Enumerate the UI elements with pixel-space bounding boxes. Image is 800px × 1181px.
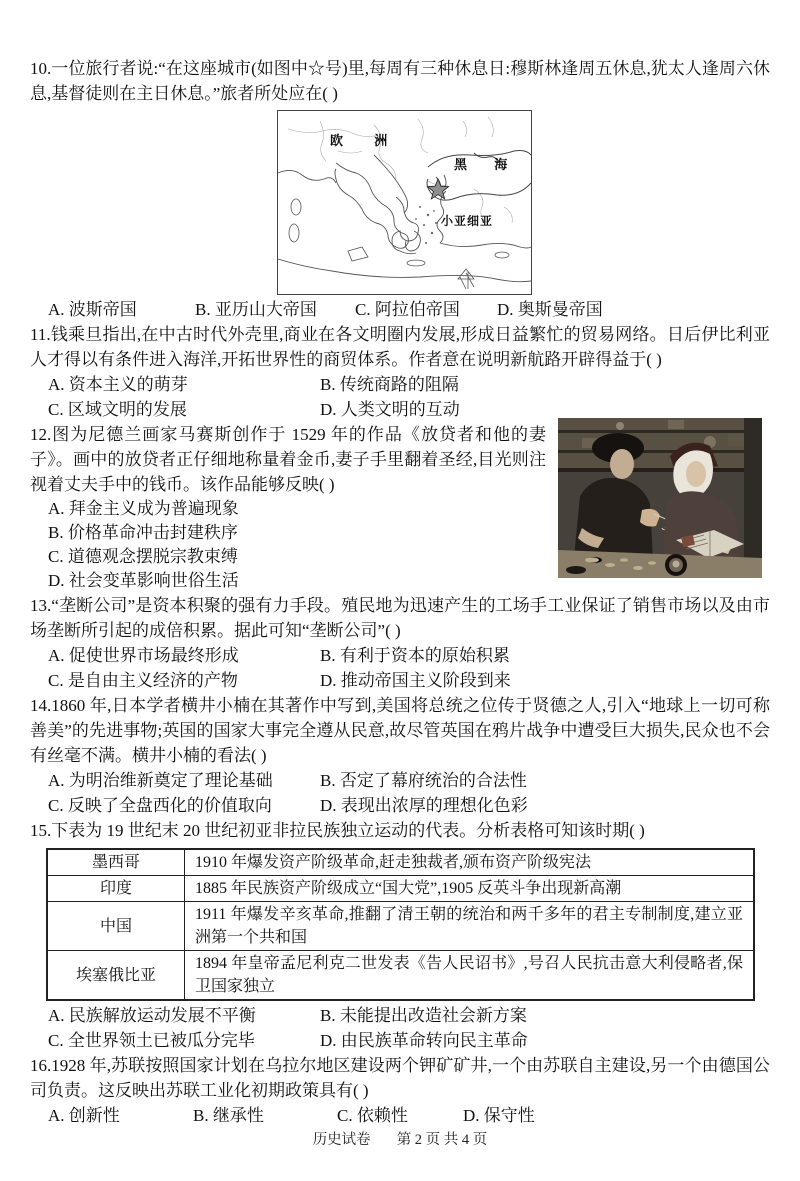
q15-option-b: B. 未能提出改造社会新方案: [320, 1006, 527, 1025]
q11-option-d: D. 人类文明的互动: [320, 400, 460, 419]
exam-content: [30, 56, 770, 1128]
q12-option-d: D. 社会变革影响世俗生活: [48, 571, 239, 590]
q13-option-d: D. 推动帝国主义阶段到来: [320, 671, 511, 690]
table-cell-event: 1894 年皇帝孟尼利克二世发表《告人民诏书》,号召人民抗击意大利侵略者,保卫国家独立: [185, 951, 755, 1001]
mediterranean-map: [278, 111, 531, 294]
table-row: [47, 902, 754, 951]
moneylender-painting-image: [558, 418, 762, 578]
q12-option-b: B. 价格革命冲击封建秩序: [48, 523, 238, 542]
q10-option-a: A. 波斯帝国: [48, 300, 137, 319]
table-cell-country: 印度: [47, 876, 185, 902]
independence-movements-table: [46, 848, 755, 1001]
q11-option-c: C. 区域文明的发展: [48, 400, 187, 419]
footer-doc-title: 历史试卷: [312, 1132, 371, 1148]
question-16-options: [30, 1103, 770, 1128]
page-footer: [0, 1128, 800, 1149]
table-cell-event: 1885 年民族资产阶级成立“国大党”,1905 反英斗争出现新高潮: [185, 876, 755, 902]
map-label-europe: 欧 洲: [330, 133, 402, 148]
question-13-options: [30, 643, 770, 693]
moneylender-painting: [558, 418, 762, 578]
table-cell-event: 1910 年爆发资产阶级革命,赶走独裁者,颁布资产阶级宪法: [185, 849, 755, 876]
question-12: [30, 422, 770, 593]
question-10-options: [30, 297, 770, 322]
map-label-black-sea: 黑 海: [454, 157, 520, 172]
question-10-map-figure: [277, 110, 532, 295]
question-10: [30, 56, 770, 322]
question-16: [30, 1053, 770, 1128]
q14-option-d: D. 表现出浓厚的理想化色彩: [320, 796, 528, 815]
table-row: [47, 876, 754, 902]
question-11-options: [30, 372, 770, 422]
q13-option-a: A. 促使世界市场最终形成: [48, 646, 239, 665]
table-row: [47, 951, 754, 1001]
question-13-stem: 13.“垄断公司”是资本积聚的强有力手段。殖民地为迅速产生的工场手工业保证了销售市场以及由市场垄断所引起的成倍积累。据此可知“垄断公司”( ): [30, 596, 770, 640]
question-10-stem: 10.一位旅行者说:“在这座城市(如图中☆号)里,每周有三种休息日:穆斯林逢周五休息,犹太人逢周六休息,基督徒则在主日休息。”旅者所处应在( ): [30, 59, 770, 103]
q16-option-d: D. 保守性: [463, 1106, 535, 1125]
q13-option-c: C. 是自由主义经济的产物: [48, 671, 238, 690]
q11-option-b: B. 传统商路的阻隔: [320, 375, 459, 394]
question-14: [30, 693, 770, 818]
q16-option-a: A. 创新性: [48, 1106, 120, 1125]
q10-option-d: D. 奥斯曼帝国: [497, 300, 603, 319]
question-11: [30, 322, 770, 422]
q14-option-b: B. 否定了幕府统治的合法性: [320, 771, 527, 790]
table-row: [47, 849, 754, 876]
question-15: [30, 818, 770, 1053]
footer-page-number: 第 2 页 共 4 页: [396, 1132, 488, 1148]
question-15-stem: 15.下表为 19 世纪末 20 世纪初亚非拉民族独立运动的代表。分析表格可知该时期( ): [30, 821, 645, 840]
question-14-options: [30, 768, 770, 818]
q11-option-a: A. 资本主义的萌芽: [48, 375, 188, 394]
question-11-stem: 11.钱乘旦指出,在中古时代外壳里,商业在各文明圈内发展,形成日益繁忙的贸易网络。日后伊比利亚人才得以有条件进入海洋,开拓世界性的商贸体系。作者意在说明新航路开辟得益于( ): [30, 325, 770, 369]
question-15-options: [30, 1003, 770, 1053]
q16-option-b: B. 继承性: [193, 1106, 264, 1125]
star-marker-icon: [427, 179, 448, 199]
question-14-stem: 14.1860 年,日本学者横井小楠在其著作中写到,美国将总统之位传于贤德之人,引入“地球上一切可称善美”的先进事物;英国的国家大事完全遵从民意,故尽管英国在鸦片战争中遭受巨大损失,民众也不会有丝毫不满。横井小楠的看法( ): [30, 696, 770, 765]
q15-option-c: C. 全世界领土已被瓜分完毕: [48, 1031, 255, 1050]
question-13: [30, 593, 770, 693]
q10-option-c: C. 阿拉伯帝国: [355, 300, 460, 319]
q16-option-c: C. 依赖性: [337, 1106, 408, 1125]
q14-option-c: C. 反映了全盘西化的价值取向: [48, 796, 272, 815]
table-cell-event: 1911 年爆发辛亥革命,推翻了清王朝的统治和两千多年的君主专制制度,建立亚洲第一个共和国: [185, 902, 755, 951]
table-cell-country: 埃塞俄比亚: [47, 951, 185, 1001]
q10-option-b: B. 亚历山大帝国: [195, 300, 317, 319]
question-12-stem: 12.图为尼德兰画家马赛斯创作于 1529 年的作品《放贷者和他的妻子》。画中的放贷者正仔细地称量着金币,妻子手里翻着圣经,目光则注视着丈夫手中的钱币。该作品能够反映( ): [30, 425, 546, 494]
q15-option-a: A. 民族解放运动发展不平衡: [48, 1006, 256, 1025]
question-16-stem: 16.1928 年,苏联按照国家计划在乌拉尔地区建设两个钾矿矿井,一个由苏联自主建设,另一个由德国公司负责。这反映出苏联工业化初期政策具有( ): [30, 1056, 770, 1100]
q15-option-d: D. 由民族革命转向民主革命: [320, 1031, 528, 1050]
table-cell-country: 中国: [47, 902, 185, 951]
q12-option-c: C. 道德观念摆脱宗教束缚: [48, 547, 238, 566]
q14-option-a: A. 为明治维新奠定了理论基础: [48, 771, 273, 790]
q12-option-a: A. 拜金主义成为普遍现象: [48, 499, 239, 518]
table-cell-country: 墨西哥: [47, 849, 185, 876]
map-label-asia-minor: 小亚细亚: [441, 214, 494, 228]
q13-option-b: B. 有利于资本的原始积累: [320, 646, 510, 665]
